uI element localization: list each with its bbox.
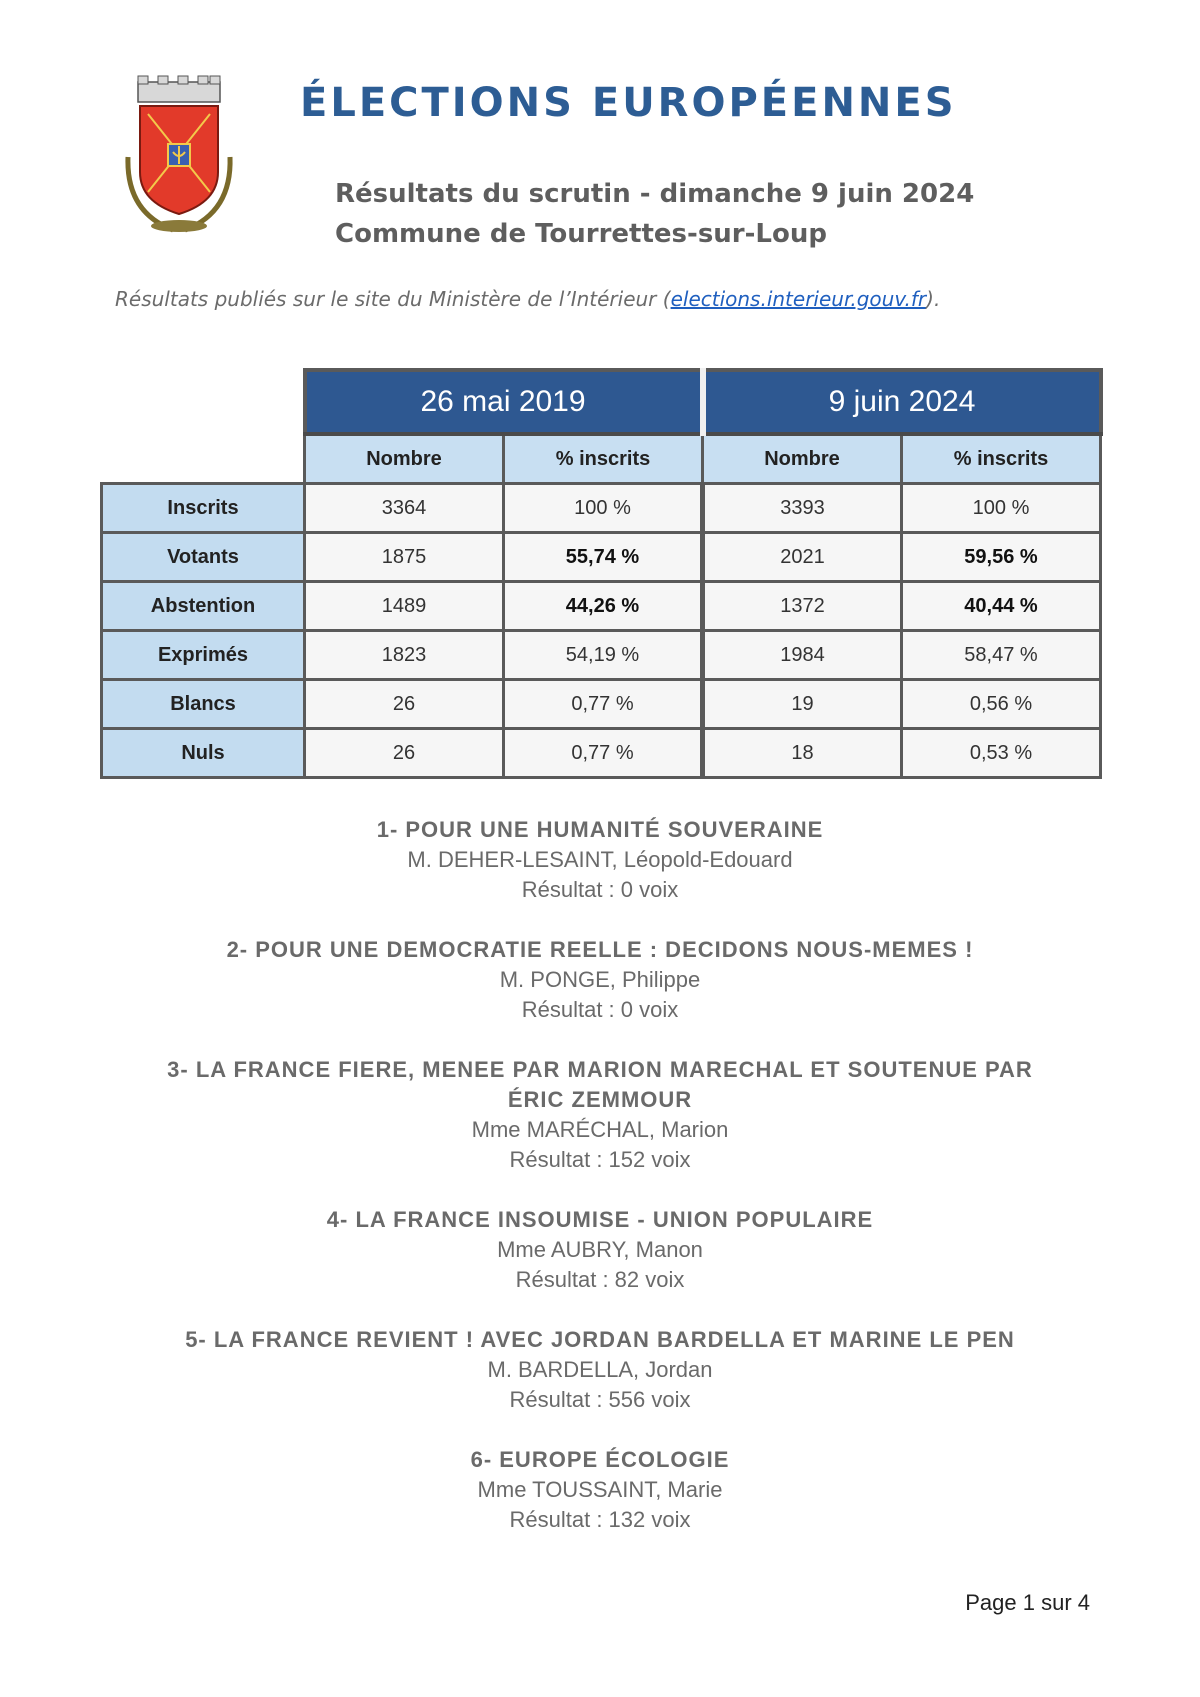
list-item xyxy=(100,1325,1100,1415)
table-cell: 0,53 % xyxy=(902,729,1101,778)
list-title: 2- POUR UNE DEMOCRATIE REELLE : DECIDONS NOUS-MEMES ! xyxy=(226,937,974,962)
list-title: 1- POUR UNE HUMANITÉ SOUVERAINE xyxy=(376,817,824,842)
row-label: Abstention xyxy=(102,582,305,631)
subtitle-date: Résultats du scrutin - dimanche 9 juin 2024 xyxy=(335,179,975,209)
table-cell: 2021 xyxy=(703,533,902,582)
table-cell: 1823 xyxy=(305,631,504,680)
source-note xyxy=(115,287,940,311)
year-header-2024: 9 juin 2024 xyxy=(703,370,1101,434)
list-item xyxy=(100,1445,1100,1535)
table-corner xyxy=(102,434,305,484)
table-cell: 1984 xyxy=(703,631,902,680)
source-prefix: Résultats publiés sur le site du Ministère de l’Intérieur ( xyxy=(115,287,671,311)
candidate-lists xyxy=(100,815,1100,1535)
table-cell: 19 xyxy=(703,680,902,729)
table-cell: 0,77 % xyxy=(504,729,703,778)
list-candidate: M. BARDELLA, Jordan xyxy=(487,1357,713,1382)
list-candidate: Mme AUBRY, Manon xyxy=(497,1237,703,1262)
list-candidate: M. DEHER-LESAINT, Léopold-Edouard xyxy=(407,847,793,872)
list-title: 3- LA FRANCE FIERE, MENEE PAR MARION MARECHAL ET SOUTENUE PAR ÉRIC ZEMMOUR xyxy=(167,1057,1033,1112)
table-row xyxy=(102,680,1101,729)
table-row xyxy=(102,582,1101,631)
row-label: Exprimés xyxy=(102,631,305,680)
col-header-count-2019: Nombre xyxy=(305,434,504,484)
list-item xyxy=(100,1055,1100,1175)
table-cell: 100 % xyxy=(504,484,703,533)
col-header-count-2024: Nombre xyxy=(703,434,902,484)
row-label: Nuls xyxy=(102,729,305,778)
table-cell: 40,44 % xyxy=(902,582,1101,631)
row-label: Blancs xyxy=(102,680,305,729)
page-number: Page 1 sur 4 xyxy=(965,1590,1090,1615)
table-corner xyxy=(102,370,305,434)
table-cell: 1489 xyxy=(305,582,504,631)
list-item xyxy=(100,815,1100,905)
table-cell: 26 xyxy=(305,729,504,778)
table-cell: 0,56 % xyxy=(902,680,1101,729)
table-row xyxy=(102,484,1101,533)
source-suffix: ). xyxy=(926,287,941,311)
table-cell: 54,19 % xyxy=(504,631,703,680)
table-cell: 3393 xyxy=(703,484,902,533)
col-header-pct-2019: % inscrits xyxy=(504,434,703,484)
list-candidate: M. PONGE, Philippe xyxy=(499,967,701,992)
table-cell: 100 % xyxy=(902,484,1101,533)
list-title: 4- LA FRANCE INSOUMISE - UNION POPULAIRE xyxy=(326,1207,874,1232)
results-table xyxy=(100,368,1103,779)
list-item xyxy=(100,1205,1100,1295)
table-row xyxy=(102,729,1101,778)
table-cell: 26 xyxy=(305,680,504,729)
row-label: Inscrits xyxy=(102,484,305,533)
table-row xyxy=(102,533,1101,582)
table-cell: 18 xyxy=(703,729,902,778)
year-header-2019: 26 mai 2019 xyxy=(305,370,703,434)
list-result: Résultat : 82 voix xyxy=(515,1267,685,1292)
col-header-pct-2024: % inscrits xyxy=(902,434,1101,484)
list-result: Résultat : 0 voix xyxy=(521,877,679,902)
table-cell: 0,77 % xyxy=(504,680,703,729)
table-cell: 58,47 % xyxy=(902,631,1101,680)
list-result: Résultat : 556 voix xyxy=(509,1387,691,1412)
list-candidate: Mme TOUSSAINT, Marie xyxy=(477,1477,723,1502)
table-row xyxy=(102,631,1101,680)
list-result: Résultat : 132 voix xyxy=(509,1507,691,1532)
row-label: Votants xyxy=(102,533,305,582)
source-link[interactable]: elections.interieur.gouv.fr xyxy=(670,287,927,311)
table-cell: 1372 xyxy=(703,582,902,631)
table-cell: 3364 xyxy=(305,484,504,533)
table-cell: 1875 xyxy=(305,533,504,582)
list-title: 6- EUROPE ÉCOLOGIE xyxy=(470,1447,730,1472)
subtitle-commune: Commune de Tourrettes-sur-Loup xyxy=(335,219,827,249)
table-cell: 44,26 % xyxy=(504,582,703,631)
list-candidate: Mme MARÉCHAL, Marion xyxy=(471,1117,729,1142)
table-cell: 59,56 % xyxy=(902,533,1101,582)
list-result: Résultat : 152 voix xyxy=(509,1147,691,1172)
table-cell: 55,74 % xyxy=(504,533,703,582)
list-title: 5- LA FRANCE REVIENT ! AVEC JORDAN BARDELLA ET MARINE LE PEN xyxy=(185,1327,1015,1352)
list-result: Résultat : 0 voix xyxy=(521,997,679,1022)
page-title: ÉLECTIONS EUROPÉENNES xyxy=(300,80,957,126)
list-item xyxy=(100,935,1100,1025)
coat-of-arms-icon xyxy=(118,72,240,237)
